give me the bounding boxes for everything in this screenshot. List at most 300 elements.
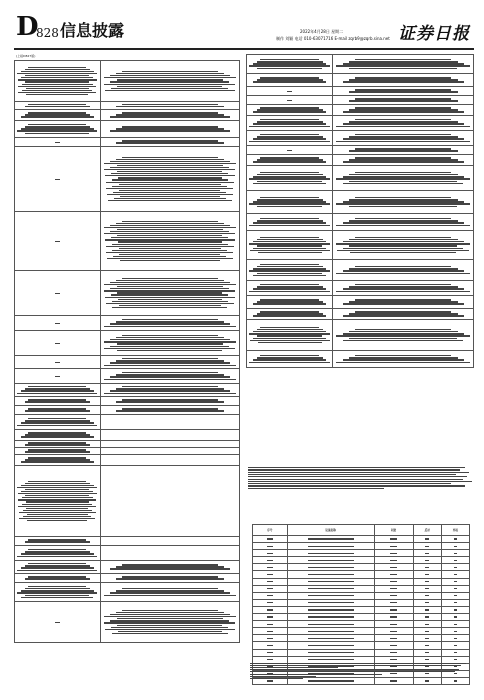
text-line	[117, 165, 223, 166]
text-line	[117, 286, 223, 287]
original-clause-cell	[247, 87, 333, 96]
text-line	[117, 292, 222, 293]
text-line	[105, 629, 235, 630]
vote-header-abstain: 弃权	[441, 525, 469, 536]
table-row	[247, 116, 474, 131]
text-line	[28, 432, 86, 433]
revised-clause-cell	[100, 212, 240, 271]
text-line	[308, 538, 354, 539]
text-line	[117, 343, 223, 344]
text-line	[349, 357, 458, 358]
text-line	[253, 123, 326, 124]
text-line	[122, 112, 218, 113]
vote-cell-abstain	[441, 536, 469, 543]
text-line	[257, 61, 323, 62]
text-line	[105, 90, 235, 91]
vote-table-row	[253, 599, 470, 606]
comparison-table-left	[14, 60, 240, 643]
text-line	[116, 401, 224, 402]
revised-clause-cell	[100, 415, 240, 430]
text-line	[454, 546, 458, 547]
original-clause-cell	[15, 271, 101, 316]
vote-table-row	[253, 543, 470, 550]
text-line	[116, 73, 224, 74]
text-line	[119, 254, 220, 255]
text-line	[260, 172, 318, 173]
text-line	[249, 333, 330, 334]
text-line	[355, 77, 451, 78]
vote-table-row	[253, 614, 470, 621]
text-line	[349, 181, 456, 182]
text-line	[116, 223, 224, 224]
text-line	[110, 323, 230, 324]
text-line	[17, 130, 97, 131]
text-line	[116, 142, 224, 143]
vote-cell-name	[287, 592, 374, 599]
text-line	[28, 112, 86, 113]
vote-cell-agree	[374, 649, 413, 656]
text-line	[257, 199, 323, 200]
vote-cell-no	[253, 557, 288, 564]
table-row	[247, 105, 474, 116]
text-line	[336, 291, 470, 292]
text-line	[122, 104, 218, 105]
original-clause-cell	[247, 296, 333, 309]
vote-table-row	[253, 606, 470, 613]
text-line	[308, 567, 354, 568]
text-line	[119, 190, 220, 191]
text-line	[110, 81, 229, 82]
vote-header-against: 反对	[413, 525, 441, 536]
vote-cell-agree	[374, 621, 413, 628]
revised-clause-cell	[100, 271, 240, 316]
original-clause-cell	[247, 146, 333, 155]
text-line	[343, 248, 463, 249]
table-row	[15, 415, 240, 430]
text-line	[454, 574, 458, 575]
issue-date: 2022年4月28日 星期二	[300, 29, 344, 34]
text-line	[267, 538, 273, 539]
text-line	[267, 546, 273, 547]
text-line	[119, 248, 221, 249]
vote-cell-abstain	[441, 599, 469, 606]
vote-cell-no	[253, 621, 288, 628]
vote-cell-name	[287, 614, 374, 621]
table-row	[15, 331, 240, 356]
text-line	[349, 136, 458, 137]
vote-cell-abstain	[441, 550, 469, 557]
text-line	[117, 79, 223, 80]
text-line	[257, 220, 323, 221]
revised-clause-cell	[100, 369, 240, 384]
revised-clause-cell	[100, 441, 240, 448]
vote-cell-no	[253, 592, 288, 599]
text-line	[308, 560, 354, 561]
text-line	[122, 610, 218, 611]
vote-cell-agree	[374, 536, 413, 543]
text-line	[257, 266, 323, 267]
text-line	[25, 483, 90, 484]
text-line	[22, 497, 93, 498]
vote-cell-no	[253, 564, 288, 571]
text-line	[349, 199, 458, 200]
original-clause-cell	[15, 406, 101, 415]
text-line	[25, 420, 90, 421]
text-line	[349, 100, 458, 101]
text-line	[21, 71, 94, 72]
text-line	[250, 340, 330, 341]
text-line	[118, 177, 222, 178]
text-line	[28, 408, 86, 409]
text-line	[18, 92, 96, 93]
vote-cell-no	[253, 585, 288, 592]
text-line	[28, 481, 86, 482]
revised-clause-cell	[100, 147, 240, 212]
text-line	[113, 256, 226, 257]
text-line	[248, 474, 456, 475]
text-line	[122, 221, 218, 222]
text-line	[343, 81, 464, 82]
table-row	[15, 147, 240, 212]
text-line	[249, 362, 330, 363]
text-line	[110, 362, 230, 363]
text-line	[28, 457, 86, 458]
vote-cell-abstain	[441, 606, 469, 613]
revised-clause-cell	[333, 351, 474, 368]
text-line	[343, 359, 464, 360]
text-line	[390, 659, 396, 660]
vote-cell-name	[287, 557, 374, 564]
revised-clause-cell	[100, 574, 240, 583]
text-line	[454, 602, 458, 603]
text-line	[454, 553, 458, 554]
vote-cell-name	[287, 599, 374, 606]
original-clause-cell	[15, 356, 101, 369]
revised-clause-cell	[100, 331, 240, 356]
revised-clause-cell	[333, 131, 474, 146]
revised-clause-cell	[100, 466, 240, 537]
table-row	[15, 316, 240, 331]
original-clause-cell	[15, 455, 101, 466]
text-line	[390, 588, 396, 589]
table-row	[15, 561, 240, 574]
text-line	[260, 355, 318, 356]
text-line	[117, 618, 223, 619]
text-line	[250, 667, 338, 668]
text-line	[343, 288, 464, 289]
vote-cell-against	[413, 557, 441, 564]
text-line	[116, 578, 224, 579]
text-line	[267, 574, 273, 575]
text-line	[116, 159, 224, 160]
text-line	[110, 288, 229, 289]
original-clause-cell	[15, 466, 101, 537]
text-line	[122, 358, 218, 359]
revised-clause-cell	[100, 356, 240, 369]
text-line	[454, 538, 458, 539]
text-line	[425, 567, 429, 568]
text-line	[28, 104, 86, 105]
text-line	[118, 241, 222, 242]
vote-cell-agree	[374, 599, 413, 606]
text-line	[116, 566, 224, 567]
text-line	[253, 303, 326, 304]
text-line	[104, 341, 236, 342]
table-row	[247, 309, 474, 320]
text-line	[260, 311, 318, 312]
original-clause-cell	[247, 155, 333, 166]
text-line	[107, 258, 233, 259]
text-line	[336, 335, 470, 336]
vote-cell-agree	[374, 550, 413, 557]
original-clause-cell	[15, 384, 101, 397]
text-line	[390, 645, 396, 646]
table-row	[15, 271, 240, 316]
text-line	[355, 98, 451, 99]
text-line	[116, 280, 224, 281]
text-line	[267, 553, 273, 554]
vote-table-row	[253, 635, 470, 642]
table-row	[247, 74, 474, 87]
original-clause-cell	[247, 105, 333, 116]
text-line	[25, 126, 90, 127]
text-line	[336, 243, 470, 244]
text-line	[253, 315, 326, 316]
vote-cell-against	[413, 592, 441, 599]
text-line	[355, 172, 451, 173]
text-line	[122, 564, 218, 565]
text-line	[390, 560, 396, 561]
vote-cell-name	[287, 543, 374, 550]
vote-cell-abstain	[441, 543, 469, 550]
text-line	[260, 107, 318, 108]
vote-cell-no	[253, 628, 288, 635]
text-line	[104, 616, 236, 617]
text-line	[18, 493, 97, 494]
text-line	[110, 167, 229, 168]
text-line	[425, 624, 429, 625]
text-line	[267, 652, 273, 653]
text-line	[25, 565, 90, 566]
text-line	[120, 196, 220, 197]
vote-cell-name	[287, 550, 374, 557]
text-line	[118, 299, 222, 300]
text-line	[28, 67, 86, 68]
text-line	[21, 77, 93, 78]
vote-cell-no	[253, 571, 288, 578]
text-line	[21, 128, 94, 129]
table-row	[15, 546, 240, 561]
text-line	[343, 333, 464, 334]
text-line	[116, 388, 224, 389]
text-line	[104, 227, 236, 228]
original-clause-cell	[247, 231, 333, 260]
text-line	[343, 303, 464, 304]
table-row	[15, 448, 240, 455]
table-row	[247, 281, 474, 296]
original-clause-cell	[15, 448, 101, 455]
text-line	[336, 273, 470, 274]
text-line	[257, 159, 323, 160]
text-line	[390, 624, 396, 625]
text-line	[253, 201, 326, 202]
vote-table-row	[253, 628, 470, 635]
table-row	[15, 441, 240, 448]
text-line	[253, 241, 326, 242]
text-line	[22, 84, 93, 85]
table-row	[247, 146, 474, 155]
vote-cell-name	[287, 564, 374, 571]
text-line	[249, 270, 330, 271]
page-header	[0, 0, 484, 50]
text-line	[425, 631, 429, 632]
table-row	[247, 131, 474, 146]
text-line	[110, 620, 229, 621]
text-line	[425, 574, 429, 575]
text-line	[26, 88, 89, 89]
text-line	[116, 374, 224, 375]
text-line	[249, 178, 330, 179]
text-line	[116, 612, 224, 613]
text-line	[349, 286, 458, 287]
vote-cell-agree	[374, 543, 413, 550]
text-line	[425, 595, 429, 596]
vote-cell-against	[413, 543, 441, 550]
text-line	[25, 495, 89, 496]
text-line	[249, 291, 330, 292]
text-line	[260, 77, 318, 78]
text-line	[28, 563, 86, 564]
original-clause-cell	[247, 74, 333, 87]
text-line	[122, 278, 218, 279]
text-line	[21, 491, 93, 492]
text-line	[110, 376, 230, 377]
text-line	[390, 567, 396, 568]
revised-clause-cell	[100, 602, 240, 643]
text-line	[104, 326, 236, 327]
text-line	[253, 183, 325, 184]
text-line	[122, 140, 218, 141]
text-line	[25, 75, 89, 76]
table-row	[247, 155, 474, 166]
table-row	[15, 121, 240, 138]
text-line	[110, 231, 229, 232]
vote-header-no: 序号	[253, 525, 288, 536]
vote-cell-against	[413, 536, 441, 543]
original-clause-cell	[247, 166, 333, 191]
text-line	[122, 408, 218, 409]
text-line	[349, 331, 458, 332]
text-line	[336, 126, 470, 127]
table-row	[15, 466, 240, 537]
text-line	[248, 485, 465, 486]
text-line	[454, 595, 458, 596]
vote-cell-against	[413, 564, 441, 571]
text-line	[267, 631, 273, 632]
original-clause-cell	[15, 61, 101, 102]
text-line	[18, 86, 96, 87]
text-line	[28, 399, 86, 400]
text-line	[308, 588, 354, 589]
text-line	[253, 275, 325, 276]
text-line	[104, 290, 235, 291]
vote-table-row	[253, 621, 470, 628]
vote-cell-name	[287, 606, 374, 613]
text-line	[425, 680, 429, 681]
text-line	[267, 616, 273, 617]
text-line	[336, 141, 470, 142]
text-line	[355, 59, 451, 60]
text-line	[390, 581, 396, 582]
text-line	[104, 169, 235, 170]
text-line	[248, 467, 465, 468]
text-line	[116, 360, 224, 361]
original-clause-cell	[15, 441, 101, 448]
text-line	[349, 159, 458, 160]
vote-cell-no	[253, 550, 288, 557]
text-line	[425, 553, 429, 554]
text-line	[248, 476, 467, 477]
original-clause-cell	[15, 430, 101, 441]
text-line	[116, 106, 224, 107]
text-line	[308, 595, 354, 596]
original-clause-cell	[15, 110, 101, 121]
text-line	[28, 442, 86, 443]
text-line	[117, 229, 223, 230]
vote-cell-name	[287, 635, 374, 642]
text-line	[112, 186, 227, 187]
text-line	[308, 602, 354, 603]
vote-cell-against	[413, 585, 441, 592]
original-clause-cell	[15, 212, 101, 271]
text-line	[253, 81, 326, 82]
table-row	[15, 212, 240, 271]
text-line	[257, 68, 322, 69]
table-row	[15, 430, 240, 441]
text-line	[28, 418, 86, 419]
text-line	[122, 386, 218, 387]
original-clause-cell	[247, 116, 333, 131]
original-clause-cell	[247, 96, 333, 105]
text-line	[355, 355, 451, 356]
revised-clause-cell	[333, 105, 474, 116]
original-clause-cell	[15, 574, 101, 583]
text-line	[308, 546, 354, 547]
text-line	[122, 126, 218, 127]
text-line	[260, 134, 318, 135]
text-line	[105, 175, 235, 176]
text-line	[343, 123, 464, 124]
text-line	[253, 288, 326, 289]
table-row	[15, 406, 240, 415]
text-line	[287, 91, 292, 92]
table-row	[15, 574, 240, 583]
text-line	[355, 299, 451, 300]
text-line	[390, 680, 396, 681]
original-clause-cell	[247, 309, 333, 320]
vote-table-row	[253, 649, 470, 656]
revised-clause-cell	[100, 455, 240, 466]
text-line	[425, 659, 429, 660]
vote-cell-agree	[374, 635, 413, 642]
text-line	[21, 422, 94, 423]
text-line	[105, 297, 235, 298]
vote-cell-abstain	[441, 621, 469, 628]
text-line	[257, 174, 323, 175]
table-row	[247, 214, 474, 231]
text-line	[260, 119, 318, 120]
text-line	[267, 588, 273, 589]
